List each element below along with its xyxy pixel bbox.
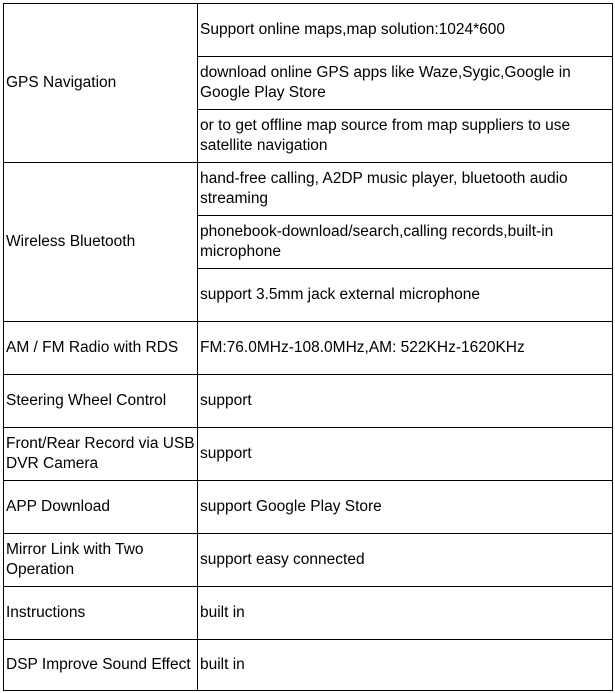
feature-cell-mirror-link: Mirror Link with Two Operation — [4, 534, 198, 587]
detail-cell: phonebook-download/search,calling records,built-in microphone — [198, 216, 613, 269]
detail-cell: built in — [198, 640, 613, 691]
feature-cell-app-download: APP Download — [4, 481, 198, 534]
table-row — [4, 4, 613, 57]
table-row — [4, 163, 613, 216]
detail-cell: download online GPS apps like Waze,Sygic,Google in Google Play Store — [198, 57, 613, 110]
detail-cell: built in — [198, 587, 613, 640]
detail-cell: support Google Play Store — [198, 481, 613, 534]
table-row — [4, 534, 613, 587]
feature-cell-gps-navigation: GPS Navigation — [4, 4, 198, 163]
detail-cell: FM:76.0MHz-108.0MHz,AM: 522KHz-1620KHz — [198, 322, 613, 375]
feature-cell-dvr-camera: Front/Rear Record via USB DVR Camera — [4, 428, 198, 481]
feature-cell-radio: AM / FM Radio with RDS — [4, 322, 198, 375]
table-row — [4, 322, 613, 375]
table-row — [4, 481, 613, 534]
detail-cell: support easy connected — [198, 534, 613, 587]
detail-cell: support — [198, 428, 613, 481]
feature-cell-wireless-bluetooth: Wireless Bluetooth — [4, 163, 198, 322]
table-row — [4, 428, 613, 481]
detail-cell: or to get offline map source from map suppliers to use satellite navigation — [198, 110, 613, 163]
detail-cell: support 3.5mm jack external microphone — [198, 269, 613, 322]
detail-cell: support — [198, 375, 613, 428]
detail-cell: hand-free calling, A2DP music player, bluetooth audio streaming — [198, 163, 613, 216]
table-row — [4, 640, 613, 691]
feature-cell-instructions: Instructions — [4, 587, 198, 640]
feature-cell-steering-wheel-control: Steering Wheel Control — [4, 375, 198, 428]
detail-cell: Support online maps,map solution:1024*600 — [198, 4, 613, 57]
table-row — [4, 587, 613, 640]
spec-table — [3, 3, 613, 691]
feature-cell-dsp: DSP Improve Sound Effect — [4, 640, 198, 691]
table-row — [4, 375, 613, 428]
